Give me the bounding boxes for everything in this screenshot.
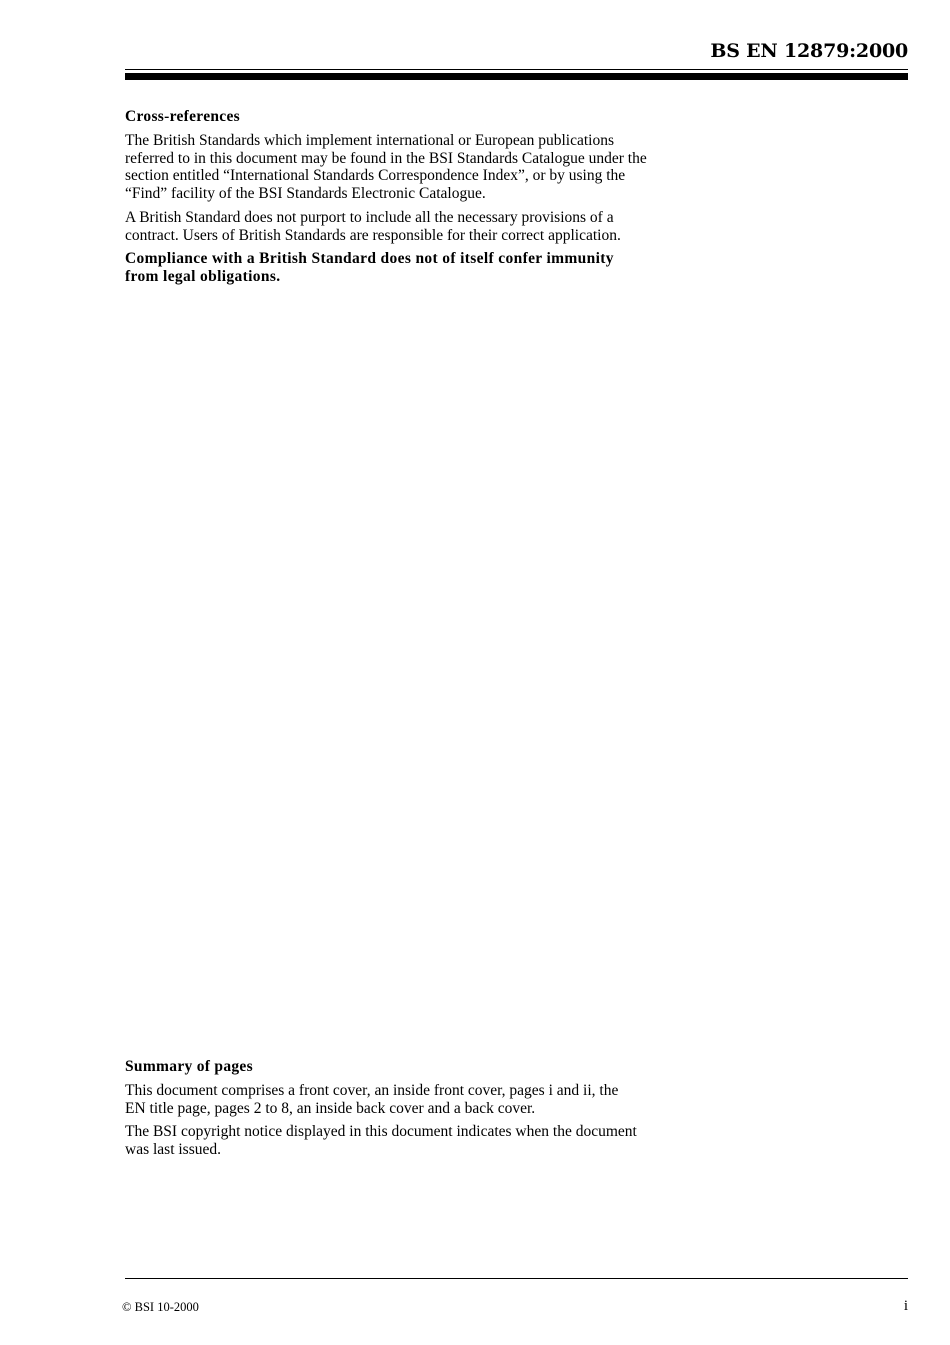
footer-page-number: i [903, 1298, 908, 1314]
summary-paragraph-2: The BSI copyright notice displayed in this document indicates when the document was last issued. [125, 1123, 637, 1159]
page-header-title: BS EN 12879:2000 [710, 40, 908, 62]
summary-paragraph-1: This document comprises a front cover, an inside front cover, pages i and ii, the EN title page, pages 2 to 8, an inside back cover and a back cover. [125, 1082, 619, 1117]
header-rule-thick [125, 73, 908, 80]
compliance-statement: Compliance with a British Standard does not of itself confer immunity from legal obligations. [125, 250, 614, 285]
cross-references-section [125, 108, 705, 292]
summary-of-pages-heading: Summary of pages [125, 1058, 253, 1075]
cross-references-heading: Cross-references [125, 108, 240, 125]
cross-references-paragraph-2: A British Standard does not purport to include all the necessary provisions of a contract. Users of British Standards are responsible for their correct application. [125, 208, 621, 244]
footer-rule [125, 1278, 908, 1279]
footer-copyright: © BSI 10-2000 [122, 1300, 199, 1314]
summary-of-pages-section [125, 1058, 705, 1165]
header-rule-thin [125, 69, 908, 70]
cross-references-paragraph-1: The British Standards which implement international or European publications referred to in this document may be found in the BSI Standards Catalogue under the section entitled “International Standards Correspondence Index”, or by using the “Find” facility of the BSI Standards Electronic Catalogue. [125, 132, 647, 203]
